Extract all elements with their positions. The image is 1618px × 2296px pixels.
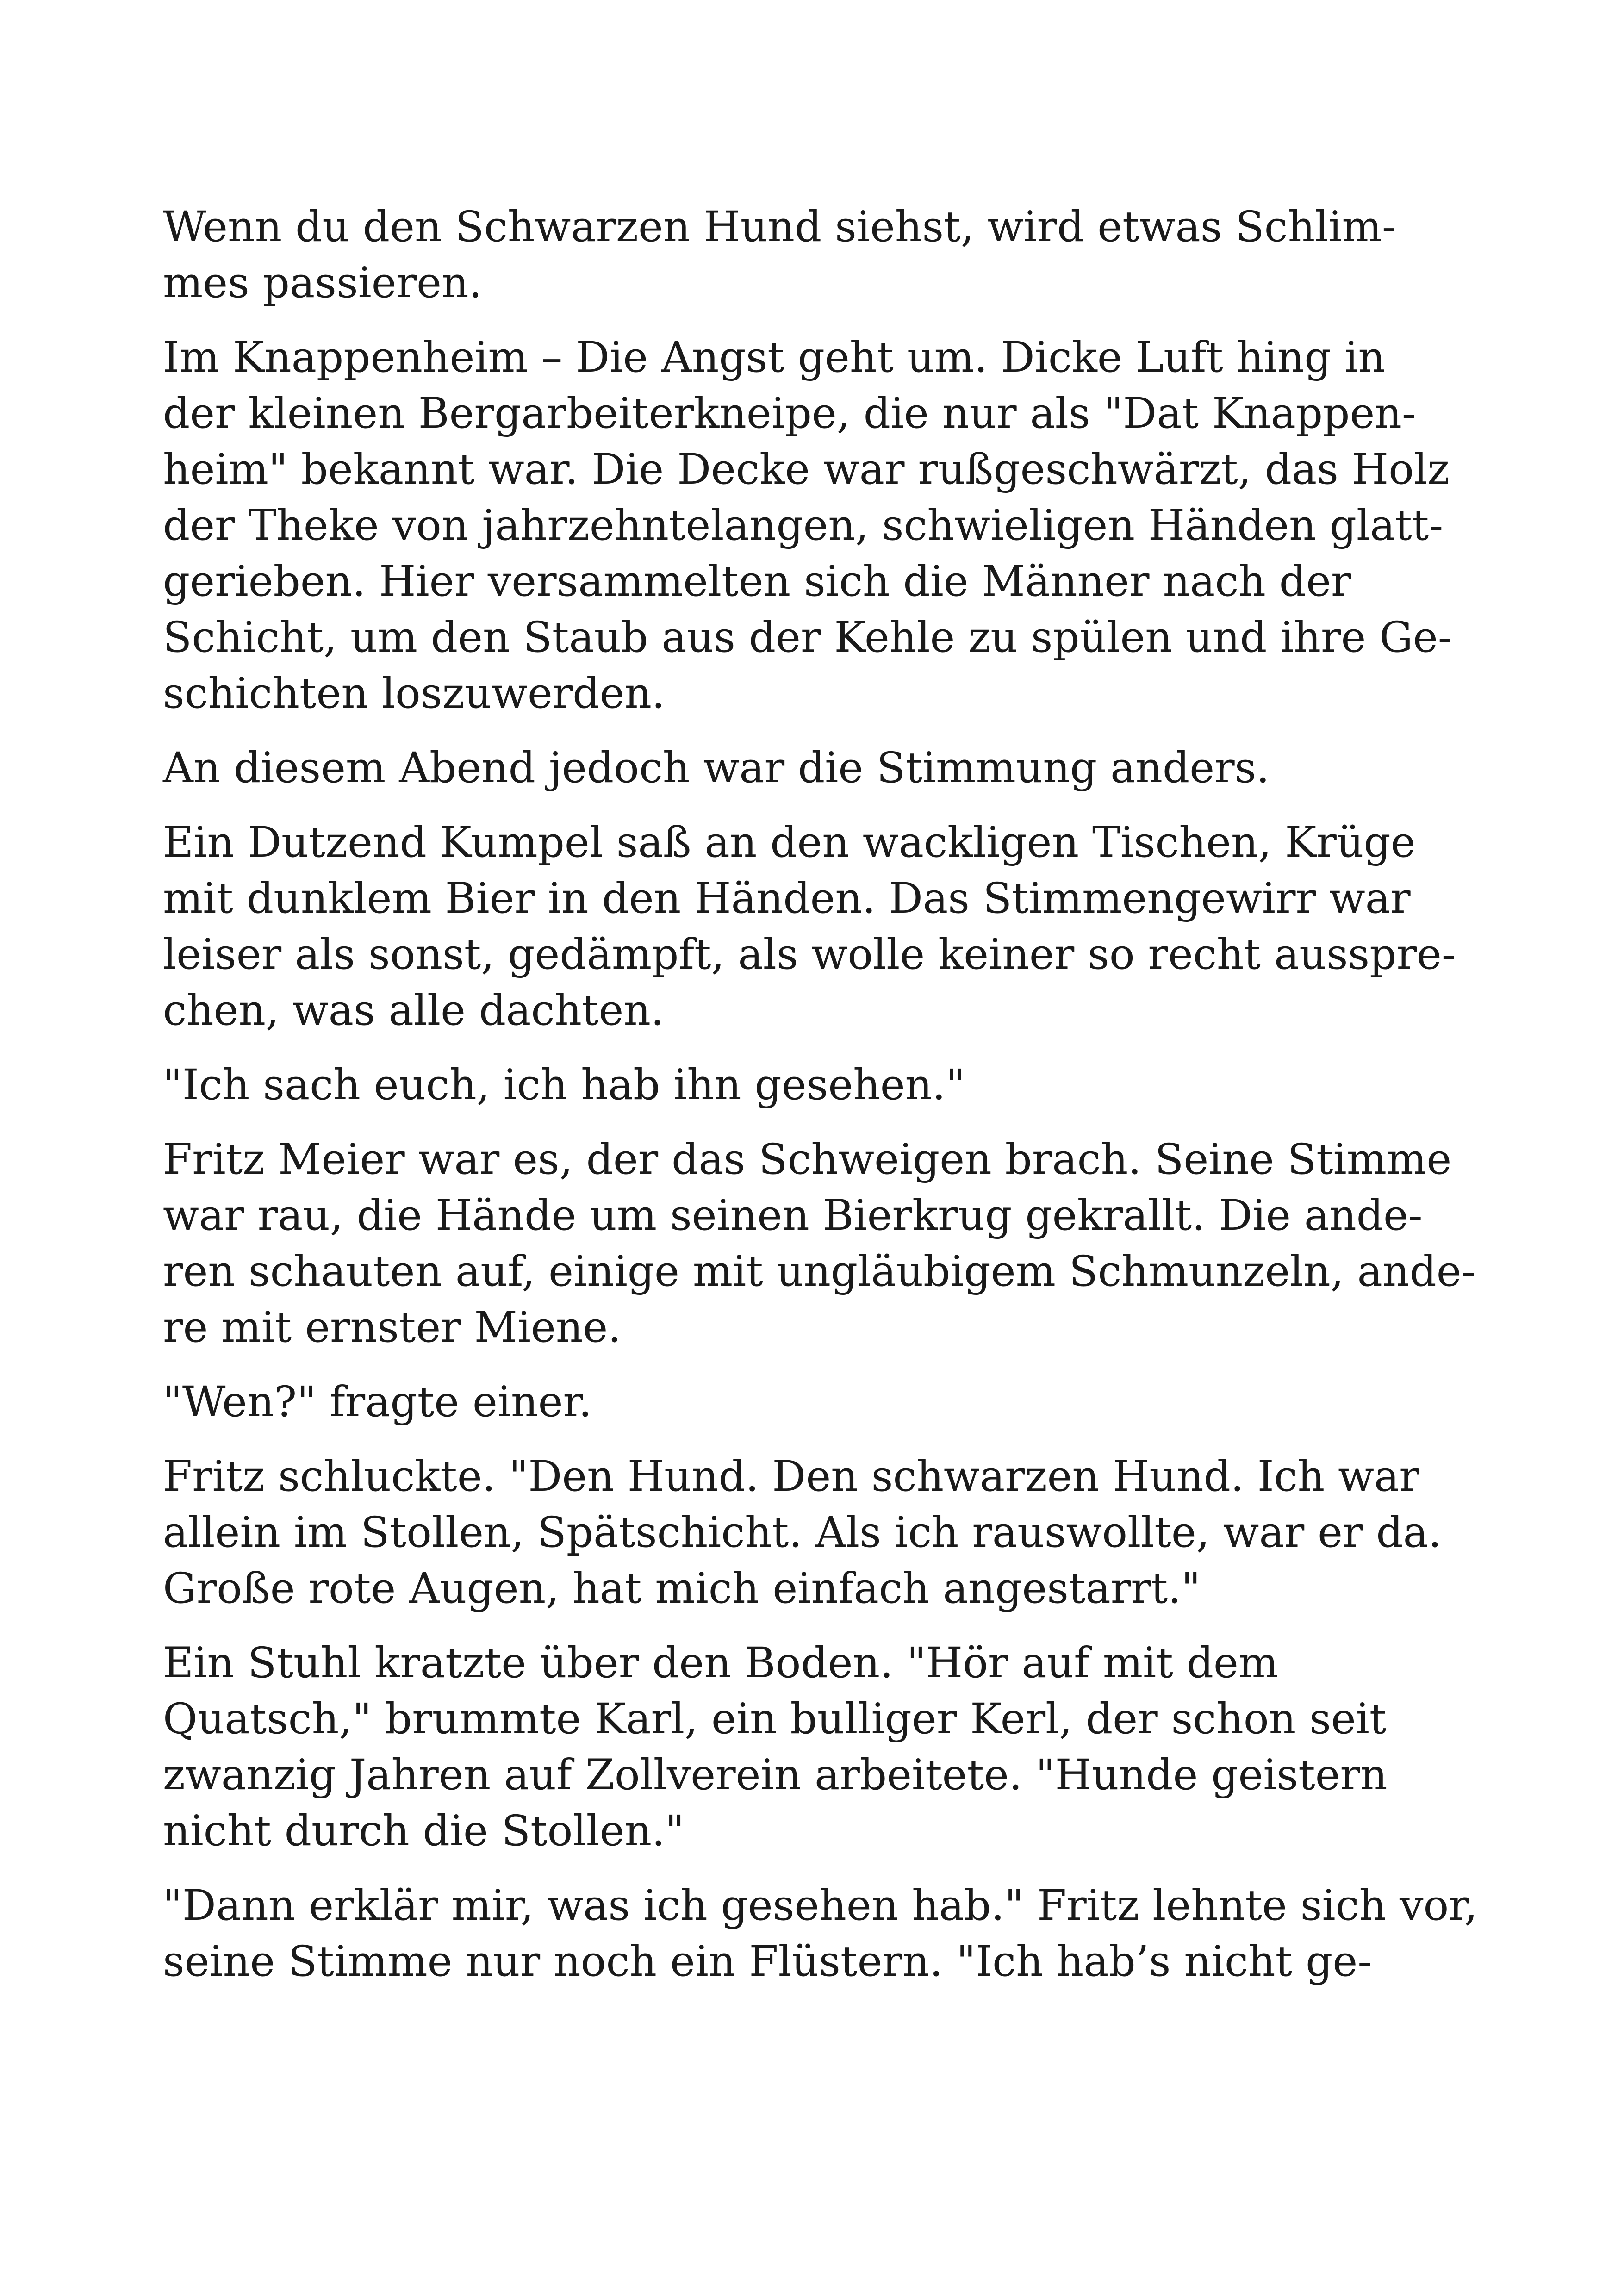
- text-line: re mit ernster Miene.: [163, 1303, 622, 1352]
- text-line: seine Stimme nur noch ein Flüstern. "Ich hab’s nicht ge-: [163, 1937, 1372, 1986]
- text-line: zwanzig Jahren auf Zollverein arbeitete. "Hunde geistern: [163, 1751, 1388, 1799]
- paragraph: [163, 1635, 1450, 1859]
- text-line: der Theke von jahrzehntelangen, schwieligen Händen glatt-: [163, 501, 1444, 550]
- text-line: chen, was alle dachten.: [163, 986, 664, 1035]
- paragraph: [163, 1878, 1478, 1990]
- body-text: [163, 199, 1478, 2008]
- text-line: leiser als sonst, gedämpft, als wolle keiner so recht ausspre-: [163, 930, 1456, 979]
- paragraph: [163, 740, 1450, 796]
- paragraph: [163, 1132, 1476, 1356]
- text-line: Ein Stuhl kratzte über den Boden. "Hör auf mit dem: [163, 1639, 1279, 1687]
- paragraph: [163, 1449, 1450, 1617]
- text-line: ren schauten auf, einige mit ungläubigem Schmunzeln, ande-: [163, 1247, 1476, 1296]
- text-line: nicht durch die Stollen.": [163, 1807, 685, 1855]
- text-line: Große rote Augen, hat mich einfach angestarrt.": [163, 1564, 1201, 1613]
- text-line: war rau, die Hände um seinen Bierkrug gekrallt. Die ande-: [163, 1191, 1423, 1240]
- text-line: An diesem Abend jedoch war die Stimmung anders.: [163, 744, 1270, 792]
- text-line: Fritz schluckte. "Den Hund. Den schwarzen Hund. Ich war: [163, 1452, 1419, 1501]
- text-line: gerieben. Hier versammelten sich die Männer nach der: [163, 557, 1351, 606]
- paragraph: [163, 1057, 1450, 1113]
- text-line: mes passieren.: [163, 259, 482, 307]
- text-line: allein im Stollen, Spätschicht. Als ich rauswollte, war er da.: [163, 1508, 1442, 1557]
- text-line: "Dann erklär mir, was ich gesehen hab." Fritz lehnte sich vor,: [163, 1881, 1478, 1930]
- paragraph: [163, 199, 1450, 311]
- text-line: Ein Dutzend Kumpel saß an den wackligen Tischen, Krüge: [163, 818, 1416, 867]
- text-line: der kleinen Bergarbeiterkneipe, die nur als "Dat Knappen-: [163, 389, 1416, 438]
- text-line: mit dunklem Bier in den Händen. Das Stimmengewirr war: [163, 874, 1411, 923]
- text-line: Fritz Meier war es, der das Schweigen brach. Seine Stimme: [163, 1135, 1452, 1184]
- text-line: Quatsch," brummte Karl, ein bulliger Kerl, der schon seit: [163, 1695, 1387, 1743]
- text-line: heim" bekannt war. Die Decke war rußgeschwärzt, das Holz: [163, 445, 1450, 494]
- text-line: schichten loszuwerden.: [163, 669, 665, 718]
- text-line: Im Knappenheim – Die Angst geht um. Dicke Luft hing in: [163, 333, 1386, 382]
- text-line: "Wen?" fragte einer.: [163, 1378, 592, 1426]
- text-line: "Ich sach euch, ich hab ihn gesehen.": [163, 1061, 965, 1109]
- paragraph: [163, 330, 1450, 722]
- text-line: Schicht, um den Staub aus der Kehle zu spülen und ihre Ge-: [163, 613, 1452, 662]
- paragraph: [163, 1374, 1450, 1430]
- paragraph: [163, 815, 1456, 1039]
- text-line: Wenn du den Schwarzen Hund siehst, wird etwas Schlim-: [163, 203, 1396, 251]
